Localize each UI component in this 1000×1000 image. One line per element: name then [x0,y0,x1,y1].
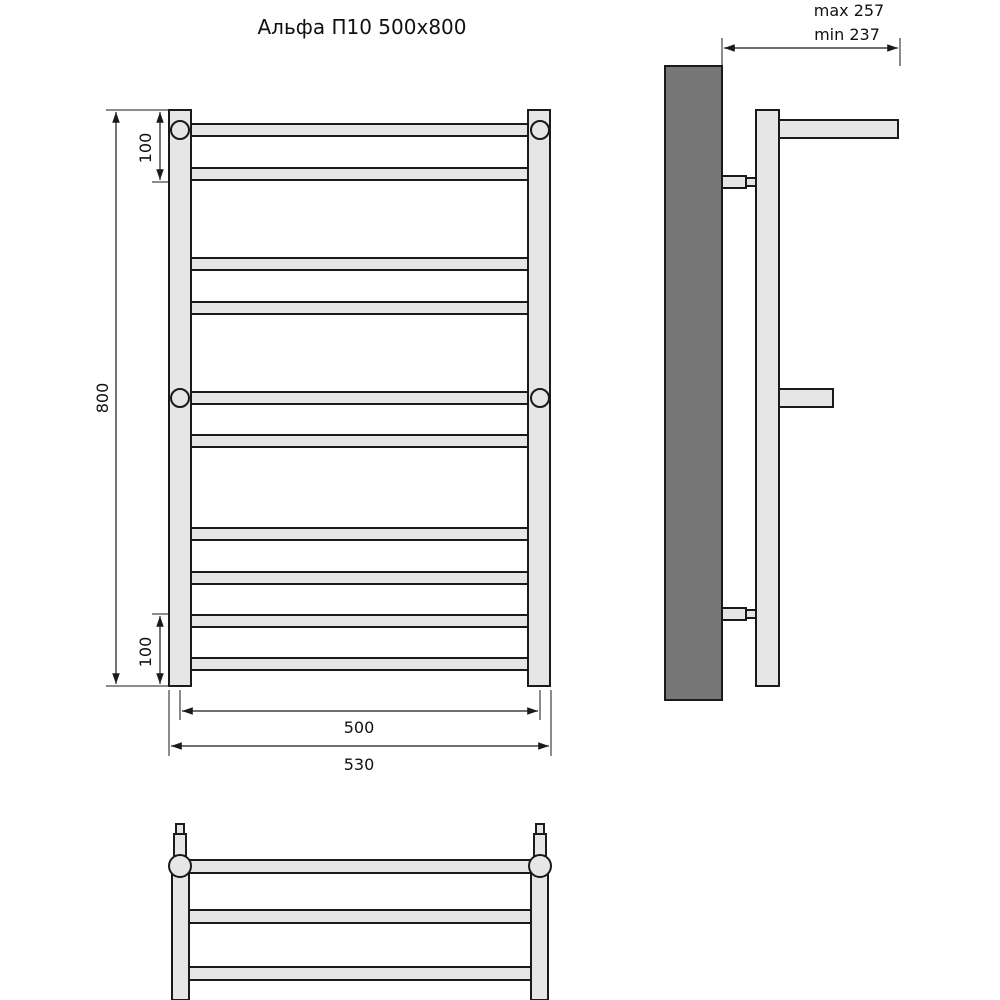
dimension-label-500: 500 [343,718,375,737]
dimension-label-100-bottom: 100 [136,636,155,668]
dimension-label-max: max 257 [813,1,885,20]
side-view [665,1,900,700]
side-shelf-middle [779,389,833,407]
top-left-side [172,867,189,1000]
drawing-title: Альфа П10 500х800 [257,15,467,39]
connection-point [171,389,189,407]
side-upright [756,110,779,686]
top-crossbar [186,860,534,873]
front-crossbars [186,124,534,670]
top-crossbar [189,910,531,923]
crossbar [191,435,528,447]
dimension-label-100-top: 100 [136,132,155,164]
crossbar [191,658,528,670]
crossbar [186,124,534,136]
top-connector-right [534,824,546,856]
wall-connector-top [722,176,756,188]
crossbar [191,168,528,180]
top-right-side [531,867,548,1000]
front-view [93,110,551,774]
crossbar [191,572,528,584]
wall-connector-bottom [722,608,756,620]
dimension-label-800: 800 [93,382,112,414]
wall [665,66,722,700]
crossbar [191,528,528,540]
dimension-bottom-step [136,614,169,684]
crossbar [191,258,528,270]
dimension-label-530: 530 [343,755,375,774]
connection-point [171,121,189,139]
crossbar [191,615,528,627]
top-view [169,824,551,1000]
side-shelf-top [779,120,898,138]
top-connector-left [174,824,186,856]
crossbar [191,302,528,314]
dimension-total-height [93,110,169,686]
dimension-top-step [136,112,169,182]
crossbar [186,392,534,404]
dimension-depth [722,1,900,66]
top-connection-point [529,855,551,877]
top-connection-point [169,855,191,877]
dimension-center-distance [180,690,540,737]
connection-point [531,121,549,139]
connection-point [531,389,549,407]
dimension-label-min: min 237 [814,25,880,44]
top-crossbar [189,967,531,980]
